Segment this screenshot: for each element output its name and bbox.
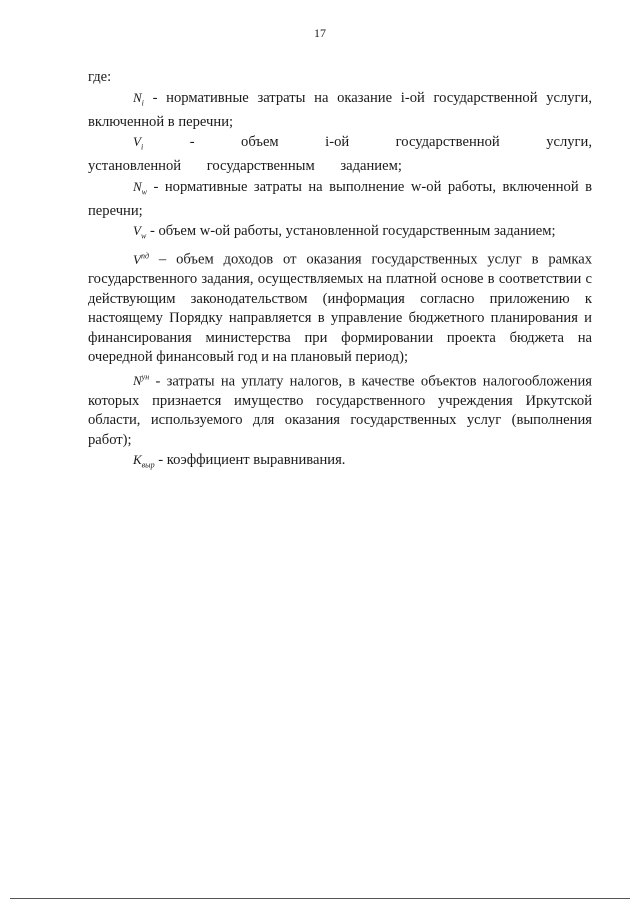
definition-text: - нормативные затраты на оказание i-ой государственной услуги, включенной в перечни; [88,89,592,130]
definition-text: - нормативные затраты на выполнение w-ой работы, включенной в перечни; [88,178,592,219]
definition-k-vyr [88,450,592,475]
definition-n-un [88,368,592,450]
formula-symbol: $N_i$ [133,89,144,108]
intro-label: где: [88,69,112,85]
definition-text: - затраты на уплату налогов, в качестве объектов налогообложения которых признается имущество государственного учреждения Иркутской области, используемого для оказания государственных услуг (выполнения работ); [88,373,592,448]
definition-text: - объем w-ой работы, установленной государственным заданием; [149,223,556,240]
formula-symbol: $N_w$ [133,178,148,197]
definition-n-i [88,88,592,133]
definition-text: - коэффициент выравнивания. [158,452,346,469]
page-bottom-edge [10,898,630,899]
definition-text: – объем доходов от оказания государственных услуг в рамках государственного задания, осуществляемых на платной основе в соответствии с действующим законодательством (информация согласно приложению к настоящему Порядку направляется в управление бюджетного планирования и финансирования министерства при формировании проекта бюджета на очередной финансовый год и на плановый период); [88,251,593,366]
definition-v-pd [88,246,592,367]
definition-n-w [88,177,592,222]
page-number: 17 [314,26,326,40]
definition-v-i [88,132,592,177]
formula-symbol: $K_{выр}$ [133,452,155,470]
formula-symbol: $N^{ун}$ [133,372,150,389]
definition-text: - объем i-ой государственной услуги, установленной государственным заданием; [88,134,592,175]
formula-symbol: $V_i$ [133,134,144,152]
definition-v-w [88,221,592,246]
document-body [88,68,592,475]
formula-symbol: $V_w$ [133,223,147,241]
formula-symbol: $V^{пд}$ [133,251,149,267]
